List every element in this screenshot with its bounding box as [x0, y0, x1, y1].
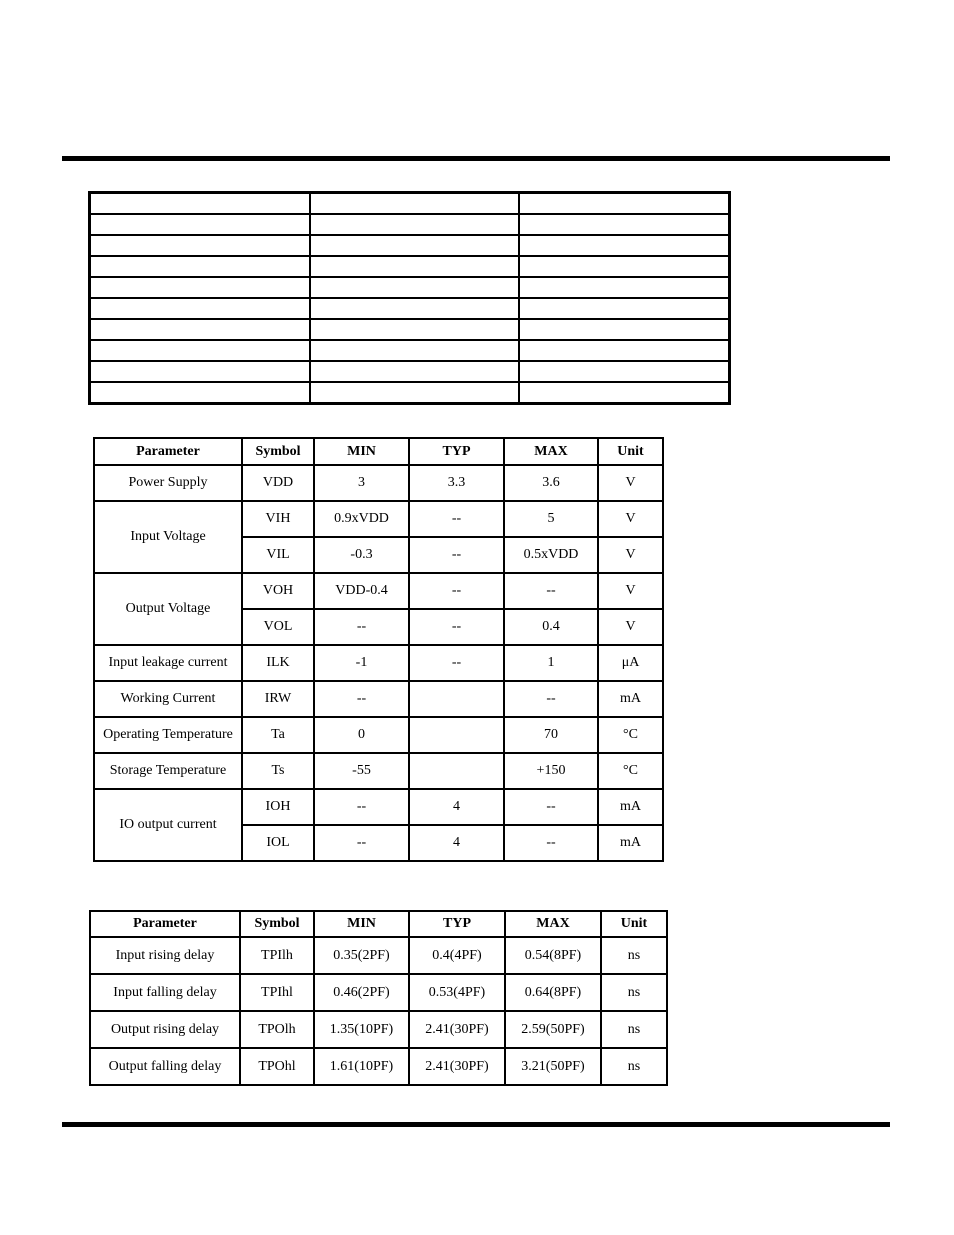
- cell-typ: 2.41(30PF): [409, 1011, 505, 1048]
- header-unit: Unit: [598, 438, 663, 465]
- cell-max: --: [504, 789, 598, 825]
- table-row: [90, 974, 667, 1011]
- table-header-row: [90, 911, 667, 937]
- table-cell: [519, 256, 729, 277]
- cell-min: -55: [314, 753, 409, 789]
- cell-max: --: [504, 825, 598, 861]
- header-min: MIN: [314, 438, 409, 465]
- cell-param: Storage Temperature: [94, 753, 242, 789]
- cell-unit: mA: [598, 825, 663, 861]
- cell-symbol: VOL: [242, 609, 314, 645]
- table-cell: [310, 256, 519, 277]
- table-cell: [519, 340, 729, 361]
- cell-param: Input rising delay: [90, 937, 240, 974]
- cell-param: Power Supply: [94, 465, 242, 501]
- table-cell: [310, 382, 519, 404]
- cell-min: 0.9xVDD: [314, 501, 409, 537]
- table-cell: [90, 235, 310, 256]
- cell-typ: --: [409, 537, 504, 573]
- cell-typ: [409, 681, 504, 717]
- cell-min: 0.46(2PF): [314, 974, 409, 1011]
- cell-typ: [409, 717, 504, 753]
- cell-typ: 0.53(4PF): [409, 974, 505, 1011]
- cell-typ: 0.4(4PF): [409, 937, 505, 974]
- header-symbol: Symbol: [240, 911, 314, 937]
- cell-symbol: IOL: [242, 825, 314, 861]
- table-cell: [310, 277, 519, 298]
- cell-min: VDD-0.4: [314, 573, 409, 609]
- header-max: MAX: [504, 438, 598, 465]
- table-cell: [90, 382, 310, 404]
- table-row: [90, 382, 730, 404]
- cell-min: --: [314, 609, 409, 645]
- header-typ: TYP: [409, 911, 505, 937]
- cell-symbol: VIL: [242, 537, 314, 573]
- cell-symbol: Ts: [242, 753, 314, 789]
- cell-unit: ns: [601, 1048, 667, 1085]
- header-unit: Unit: [601, 911, 667, 937]
- table-cell: [90, 298, 310, 319]
- header-parameter: Parameter: [90, 911, 240, 937]
- table-row: [94, 465, 663, 501]
- cell-param: IO output current: [94, 789, 242, 861]
- header-typ: TYP: [409, 438, 504, 465]
- cell-symbol: TPIhl: [240, 974, 314, 1011]
- table-cell: [90, 214, 310, 235]
- table-row: [94, 789, 663, 825]
- cell-max: 2.59(50PF): [505, 1011, 601, 1048]
- table-cell: [519, 382, 729, 404]
- cell-max: 0.54(8PF): [505, 937, 601, 974]
- cell-max: 5: [504, 501, 598, 537]
- cell-symbol: VIH: [242, 501, 314, 537]
- cell-typ: --: [409, 609, 504, 645]
- cell-max: 70: [504, 717, 598, 753]
- header-parameter: Parameter: [94, 438, 242, 465]
- top-rule: [62, 156, 890, 161]
- table-cell: [310, 193, 519, 215]
- cell-min: 0: [314, 717, 409, 753]
- cell-symbol: TPOlh: [240, 1011, 314, 1048]
- cell-typ: --: [409, 573, 504, 609]
- table-cell: [519, 214, 729, 235]
- empty-grid-table: [88, 191, 731, 405]
- table-row: [94, 501, 663, 537]
- cell-unit: °C: [598, 753, 663, 789]
- table-cell: [90, 361, 310, 382]
- cell-symbol: TPIlh: [240, 937, 314, 974]
- table-row: [90, 340, 730, 361]
- cell-unit: ns: [601, 1011, 667, 1048]
- header-max: MAX: [505, 911, 601, 937]
- cell-unit: V: [598, 465, 663, 501]
- cell-max: 0.5xVDD: [504, 537, 598, 573]
- table-cell: [90, 319, 310, 340]
- table-cell: [310, 340, 519, 361]
- cell-max: +150: [504, 753, 598, 789]
- cell-symbol: TPOhl: [240, 1048, 314, 1085]
- cell-typ: [409, 753, 504, 789]
- cell-typ: 4: [409, 789, 504, 825]
- cell-max: 0.4: [504, 609, 598, 645]
- cell-symbol: ILK: [242, 645, 314, 681]
- cell-min: --: [314, 825, 409, 861]
- table-row: [94, 573, 663, 609]
- table-row: [90, 235, 730, 256]
- table-cell: [519, 319, 729, 340]
- cell-min: 1.35(10PF): [314, 1011, 409, 1048]
- electrical-characteristics-table: [93, 437, 664, 862]
- header-min: MIN: [314, 911, 409, 937]
- cell-typ: 2.41(30PF): [409, 1048, 505, 1085]
- table-row: [90, 277, 730, 298]
- header-symbol: Symbol: [242, 438, 314, 465]
- table-cell: [310, 319, 519, 340]
- cell-symbol: IRW: [242, 681, 314, 717]
- cell-typ: --: [409, 645, 504, 681]
- cell-typ: --: [409, 501, 504, 537]
- cell-max: 3.21(50PF): [505, 1048, 601, 1085]
- table-row: [94, 645, 663, 681]
- table-row: [90, 361, 730, 382]
- cell-unit: °C: [598, 717, 663, 753]
- table-cell: [310, 214, 519, 235]
- cell-param: Output Voltage: [94, 573, 242, 645]
- cell-unit: V: [598, 501, 663, 537]
- cell-min: 3: [314, 465, 409, 501]
- table-row: [90, 214, 730, 235]
- cell-max: 0.64(8PF): [505, 974, 601, 1011]
- table-cell: [90, 277, 310, 298]
- cell-unit: ns: [601, 937, 667, 974]
- cell-min: 1.61(10PF): [314, 1048, 409, 1085]
- table-row: [90, 1011, 667, 1048]
- cell-unit: V: [598, 609, 663, 645]
- cell-unit: ns: [601, 974, 667, 1011]
- table-cell: [519, 298, 729, 319]
- cell-symbol: VOH: [242, 573, 314, 609]
- table-row: [94, 717, 663, 753]
- table-cell: [310, 361, 519, 382]
- cell-max: --: [504, 681, 598, 717]
- cell-min: -1: [314, 645, 409, 681]
- table-cell: [519, 193, 729, 215]
- table-row: [90, 319, 730, 340]
- cell-min: 0.35(2PF): [314, 937, 409, 974]
- cell-min: --: [314, 681, 409, 717]
- cell-param: Operating Temperature: [94, 717, 242, 753]
- cell-min: --: [314, 789, 409, 825]
- table-cell: [519, 361, 729, 382]
- table-cell: [310, 298, 519, 319]
- cell-param: Input falling delay: [90, 974, 240, 1011]
- table-row: [90, 1048, 667, 1085]
- cell-param: Output rising delay: [90, 1011, 240, 1048]
- table-cell: [90, 340, 310, 361]
- cell-symbol: IOH: [242, 789, 314, 825]
- table-cell: [90, 193, 310, 215]
- bottom-rule: [62, 1122, 890, 1127]
- cell-unit: V: [598, 537, 663, 573]
- cell-min: -0.3: [314, 537, 409, 573]
- cell-param: Input leakage current: [94, 645, 242, 681]
- cell-max: 1: [504, 645, 598, 681]
- table-cell: [310, 235, 519, 256]
- table-cell: [519, 277, 729, 298]
- table-row: [90, 256, 730, 277]
- table-cell: [519, 235, 729, 256]
- cell-symbol: Ta: [242, 717, 314, 753]
- cell-param: Input Voltage: [94, 501, 242, 573]
- table-row: [90, 298, 730, 319]
- cell-max: --: [504, 573, 598, 609]
- table-row: [90, 937, 667, 974]
- table-row: [90, 193, 730, 215]
- cell-unit: V: [598, 573, 663, 609]
- cell-symbol: VDD: [242, 465, 314, 501]
- cell-unit: μA: [598, 645, 663, 681]
- cell-typ: 3.3: [409, 465, 504, 501]
- cell-max: 3.6: [504, 465, 598, 501]
- cell-param: Working Current: [94, 681, 242, 717]
- cell-param: Output falling delay: [90, 1048, 240, 1085]
- table-row: [94, 681, 663, 717]
- timing-characteristics-table: [89, 910, 668, 1086]
- cell-typ: 4: [409, 825, 504, 861]
- cell-unit: mA: [598, 681, 663, 717]
- table-header-row: [94, 438, 663, 465]
- cell-unit: mA: [598, 789, 663, 825]
- table-cell: [90, 256, 310, 277]
- table-row: [94, 753, 663, 789]
